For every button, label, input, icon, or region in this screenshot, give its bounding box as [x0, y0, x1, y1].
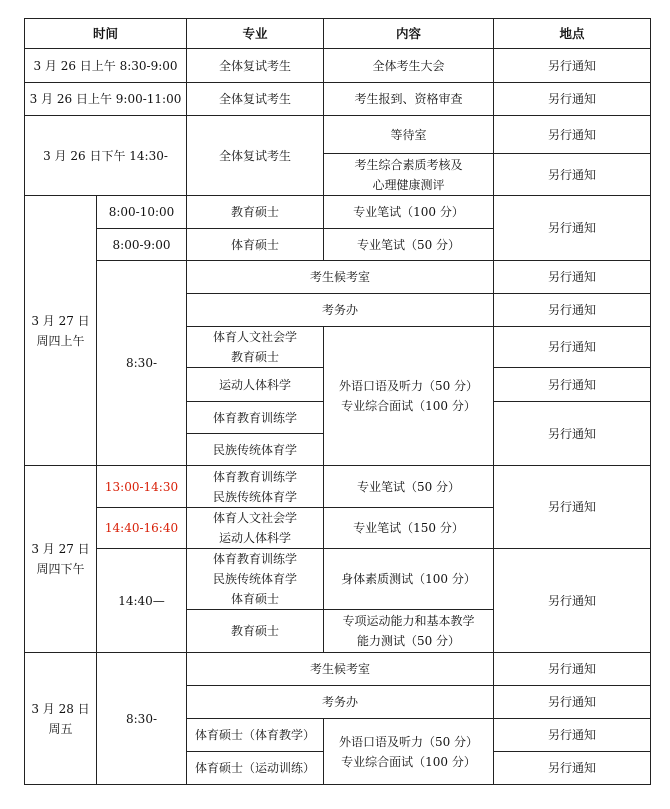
major-cell: 教育硕士 [187, 196, 324, 229]
major-cell: 体育硕士 [187, 229, 324, 261]
location-cell: 另行通知 [494, 327, 651, 368]
date-cell: 3 月 28 日 周五 [25, 653, 97, 785]
major-cell: 体育人文社会学 教育硕士 [187, 327, 324, 368]
room-cell: 考务办 [187, 686, 494, 719]
date-cell: 3 月 27 日 周四下午 [25, 466, 97, 653]
major-cell: 全体复试考生 [187, 83, 324, 116]
content-cell: 外语口语及听力（50 分） 专业综合面试（100 分） [324, 327, 494, 466]
table-row [25, 116, 651, 154]
time-cell: 14:40— [97, 549, 187, 653]
location-cell: 另行通知 [494, 49, 651, 83]
location-cell: 另行通知 [494, 402, 651, 466]
location-cell: 另行通知 [494, 261, 651, 294]
content-cell: 专业笔试（100 分） [324, 196, 494, 229]
table-row [25, 549, 651, 610]
table-row [25, 261, 651, 294]
content-cell: 专业笔试（150 分） [324, 508, 494, 549]
time-cell: 3 月 26 日上午 9:00-11:00 [25, 83, 187, 116]
header-content: 内容 [324, 19, 494, 49]
table-header-row [25, 19, 651, 49]
table-row [25, 83, 651, 116]
header-location: 地点 [494, 19, 651, 49]
content-cell: 考生报到、资格审查 [324, 83, 494, 116]
time-cell: 3 月 26 日下午 14:30- [25, 116, 187, 196]
location-cell: 另行通知 [494, 196, 651, 261]
content-cell: 等待室 [324, 116, 494, 154]
location-cell: 另行通知 [494, 154, 651, 196]
schedule-table [24, 18, 651, 785]
table-row [25, 196, 651, 229]
major-cell: 体育教育训练学 [187, 402, 324, 434]
major-cell: 体育硕士（体育教学） [187, 719, 324, 752]
room-cell: 考务办 [187, 294, 494, 327]
time-cell: 3 月 26 日上午 8:30-9:00 [25, 49, 187, 83]
content-cell: 考生综合素质考核及 心理健康测评 [324, 154, 494, 196]
time-cell: 8:00-9:00 [97, 229, 187, 261]
major-cell: 体育人文社会学 运动人体科学 [187, 508, 324, 549]
location-cell: 另行通知 [494, 368, 651, 402]
location-cell: 另行通知 [494, 294, 651, 327]
location-cell: 另行通知 [494, 549, 651, 653]
room-cell: 考生候考室 [187, 261, 494, 294]
time-cell: 8:30- [97, 653, 187, 785]
major-cell: 民族传统体育学 [187, 434, 324, 466]
major-cell: 全体复试考生 [187, 49, 324, 83]
location-cell: 另行通知 [494, 686, 651, 719]
header-major: 专业 [187, 19, 324, 49]
time-cell: 8:30- [97, 261, 187, 466]
location-cell: 另行通知 [494, 83, 651, 116]
content-cell: 专业笔试（50 分） [324, 466, 494, 508]
content-cell: 身体素质测试（100 分） [324, 549, 494, 610]
major-cell: 教育硕士 [187, 610, 324, 653]
location-cell: 另行通知 [494, 116, 651, 154]
content-cell: 专项运动能力和基本教学 能力测试（50 分） [324, 610, 494, 653]
location-cell: 另行通知 [494, 719, 651, 752]
major-cell: 体育教育训练学 民族传统体育学 体育硕士 [187, 549, 324, 610]
content-cell: 专业笔试（50 分） [324, 229, 494, 261]
location-cell: 另行通知 [494, 466, 651, 549]
table-row [25, 49, 651, 83]
table-row [25, 653, 651, 686]
content-cell: 全体考生大会 [324, 49, 494, 83]
table-row [25, 466, 651, 508]
date-cell: 3 月 27 日 周四上午 [25, 196, 97, 466]
time-cell: 8:00-10:00 [97, 196, 187, 229]
location-cell: 另行通知 [494, 752, 651, 785]
major-cell: 全体复试考生 [187, 116, 324, 196]
room-cell: 考生候考室 [187, 653, 494, 686]
time-cell-highlight: 14:40-16:40 [97, 508, 187, 549]
major-cell: 体育硕士（运动训练） [187, 752, 324, 785]
major-cell: 体育教育训练学 民族传统体育学 [187, 466, 324, 508]
major-cell: 运动人体科学 [187, 368, 324, 402]
content-cell: 外语口语及听力（50 分） 专业综合面试（100 分） [324, 719, 494, 785]
time-cell-highlight: 13:00-14:30 [97, 466, 187, 508]
location-cell: 另行通知 [494, 653, 651, 686]
header-time: 时间 [25, 19, 187, 49]
